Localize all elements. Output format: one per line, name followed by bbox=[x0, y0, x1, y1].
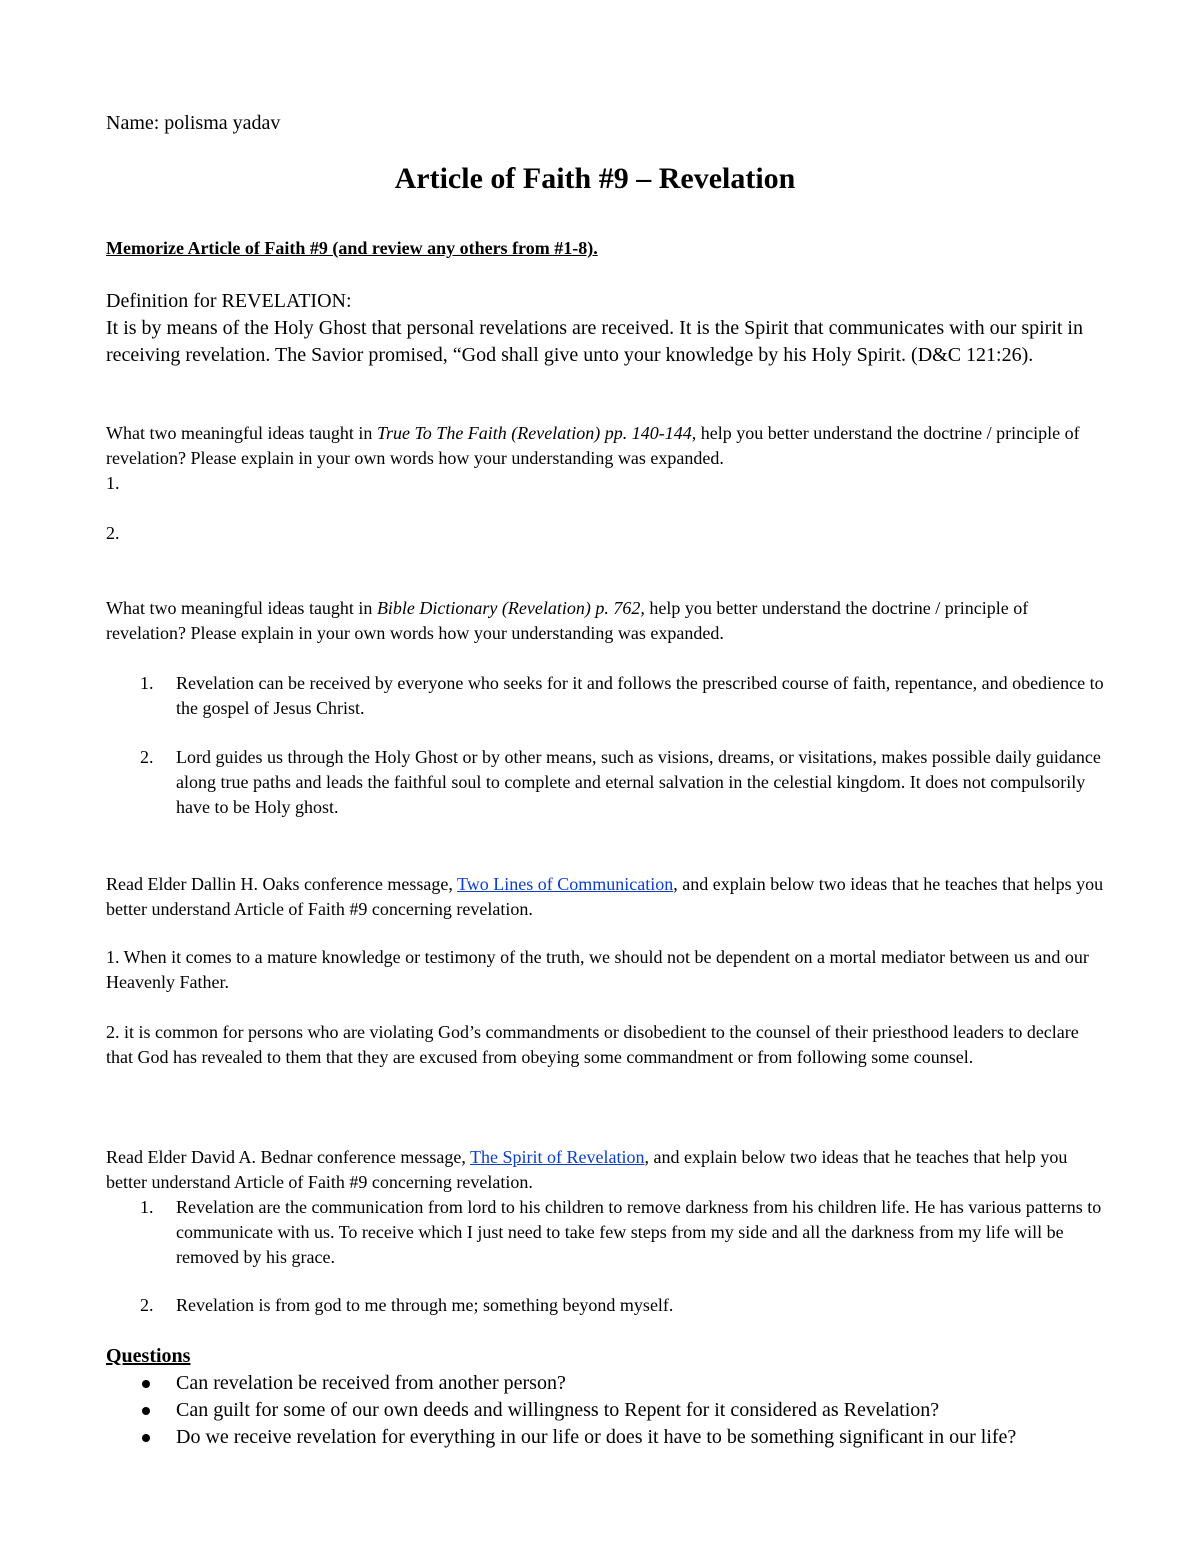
bullet-icon bbox=[142, 1380, 150, 1388]
bible-dictionary-answers-2 bbox=[106, 745, 1106, 820]
list-item: 2. Revelation is from god to me through me; something beyond myself. bbox=[140, 1295, 674, 1315]
spirit-of-revelation-link[interactable]: The Spirit of Revelation bbox=[470, 1147, 645, 1167]
page-title: Article of Faith #9 – Revelation bbox=[394, 162, 796, 195]
bible-dictionary-answers bbox=[106, 671, 1106, 721]
list-item: Can revelation be received from another person? bbox=[106, 1370, 1106, 1397]
bednar-answers-2 bbox=[106, 1293, 1106, 1318]
definition-text: It is by means of the Holy Ghost that personal revelations are received. It is the Spirit that communicates with our spirit in receiving revelation. The Savior promised, “God shall give unto your knowledge by his Holy Spirit. (D&C 121:26). bbox=[106, 317, 1083, 366]
bullet-icon bbox=[142, 1434, 150, 1442]
question-bible-dictionary: What two meaningful ideas taught in Bible Dictionary (Revelation) p. 762, help you better understand the doctrine / principle of revelation? Please explain in your own words how your understanding was expanded. bbox=[106, 598, 1029, 643]
definition-heading: Definition for REVELATION: bbox=[106, 290, 352, 312]
oaks-prompt: Read Elder Dallin H. Oaks conference message, Two Lines of Communication, and explain below two ideas that he teaches that helps you better understand Article of Faith #9 concerning revelation. bbox=[106, 874, 1104, 919]
source-title: True To The Faith (Revelation) pp. 140-144, bbox=[376, 423, 697, 443]
memorize-instruction: Memorize Article of Faith #9 (and review any others from #1-8). bbox=[106, 238, 598, 258]
list-item: 1. Revelation are the communication from lord to his children to remove darkness from his children life. He has various patterns to communicate with us. To receive which I just need to take few steps from my side and all the darkness from my life will be removed by his grace. bbox=[140, 1197, 1102, 1267]
list-item: 2. Lord guides us through the Holy Ghost or by other means, such as visions, dreams, or visitations, makes possible daily guidance along true paths and leads the faithful soul to complete and eternal salvation in the celestial kingdom. It does not compulsorily have to be Holy ghost. bbox=[140, 747, 1101, 817]
list-item: Can guilt for some of our own deeds and willingness to Repent for it considered as Revelation? bbox=[106, 1397, 1106, 1424]
oaks-answer-1: 1. When it comes to a mature knowledge or testimony of the truth, we should not be dependent on a mortal mediator between us and our Heavenly Father. bbox=[106, 947, 1089, 992]
question-true-to-the-faith: What two meaningful ideas taught in True To The Faith (Revelation) pp. 140-144, help you better understand the doctrine / principle of revelation? Please explain in your own words how your understanding was expanded. bbox=[106, 423, 1080, 468]
list-item: 1. Revelation can be received by everyone who seeks for it and follows the prescribed course of faith, repentance, and obedience to the gospel of Jesus Christ. bbox=[140, 673, 1104, 718]
questions-list bbox=[106, 1370, 1106, 1451]
name-line: Name: polisma yadav bbox=[106, 112, 281, 134]
questions-heading: Questions bbox=[106, 1345, 191, 1367]
bednar-answers bbox=[106, 1195, 1106, 1270]
bullet-icon bbox=[142, 1407, 150, 1415]
list-item: Do we receive revelation for everything in our life or does it have to be something significant in our life? bbox=[106, 1424, 1106, 1451]
oaks-answer-2: 2. it is common for persons who are violating God’s commandments or disobedient to the counsel of their priesthood leaders to declare that God has revealed to them that they are excused from obeying some commandment or from following some counsel. bbox=[106, 1022, 1079, 1067]
two-lines-of-communication-link[interactable]: Two Lines of Communication bbox=[457, 874, 674, 894]
bednar-prompt: Read Elder David A. Bednar conference message, The Spirit of Revelation, and explain below two ideas that he teaches that help you better understand Article of Faith #9 concerning revelation. bbox=[106, 1147, 1068, 1192]
answer-number-1: 1. bbox=[106, 473, 120, 493]
source-title: Bible Dictionary (Revelation) p. 762, bbox=[376, 598, 645, 618]
answer-number-2: 2. bbox=[106, 523, 120, 543]
